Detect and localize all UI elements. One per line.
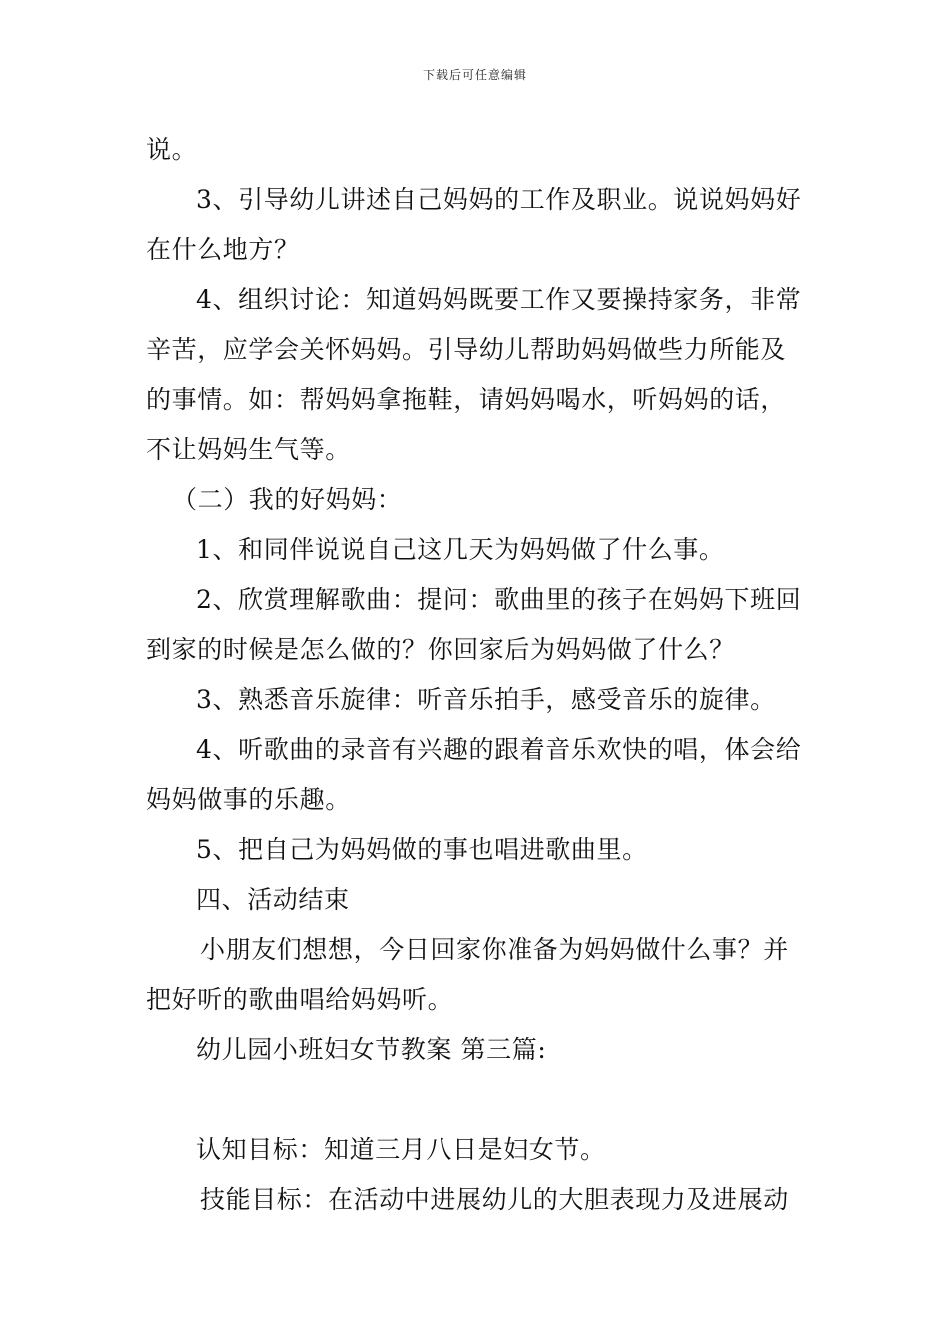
article-title: 幼儿园小班妇女节教案 第三篇:	[196, 1035, 547, 1064]
text-line-3: 在什么地方？	[146, 235, 300, 264]
text-line-1: 说。	[146, 135, 198, 164]
text-line-21: 技能目标：在活动中进展幼儿的大胆表现力及进展动	[200, 1185, 789, 1214]
text-line-7: 不让妈妈生气等。	[146, 435, 351, 464]
text-line-6: 的事情。如：帮妈妈拿拖鞋，请妈妈喝水，听妈妈的话，	[146, 385, 787, 414]
text-line-10: 2、欣赏理解歌曲：提问：歌曲里的孩子在妈妈下班回	[196, 585, 802, 614]
page-header: 下载后可任意编辑	[422, 68, 527, 82]
text-line-4: 4、组织讨论：知道妈妈既要工作又要操持家务，非常	[196, 285, 802, 314]
text-line-5: 辛苦，应学会关怀妈妈。引导幼儿帮助妈妈做些力所能及	[146, 335, 787, 364]
text-line-9: 1、和同伴说说自己这几天为妈妈做了什么事。	[196, 535, 725, 564]
text-line-11: 到家的时候是怎么做的？你回家后为妈妈做了什么？	[146, 635, 735, 664]
text-line-15: 5、把自己为妈妈做的事也唱进歌曲里。	[196, 835, 648, 864]
text-line-14: 妈妈做事的乐趣。	[146, 785, 351, 814]
text-line-17: 小朋友们想想，今日回家你准备为妈妈做什么事？并	[200, 935, 789, 964]
text-line-12: 3、熟悉音乐旋律：听音乐拍手，感受音乐的旋律。	[196, 685, 776, 714]
text-line-20: 认知目标：知道三月八日是妇女节。	[196, 1135, 606, 1164]
text-line-2: 3、引导幼儿讲述自己妈妈的工作及职业。说说妈妈好	[196, 185, 802, 214]
section-heading-two: （二）我的好妈妈：	[172, 485, 403, 514]
section-heading-four: 四、活动结束	[196, 885, 350, 914]
text-line-18: 把好听的歌曲唱给妈妈听。	[146, 985, 454, 1014]
text-line-13: 4、听歌曲的录音有兴趣的跟着音乐欢快的唱，体会给	[196, 735, 802, 764]
